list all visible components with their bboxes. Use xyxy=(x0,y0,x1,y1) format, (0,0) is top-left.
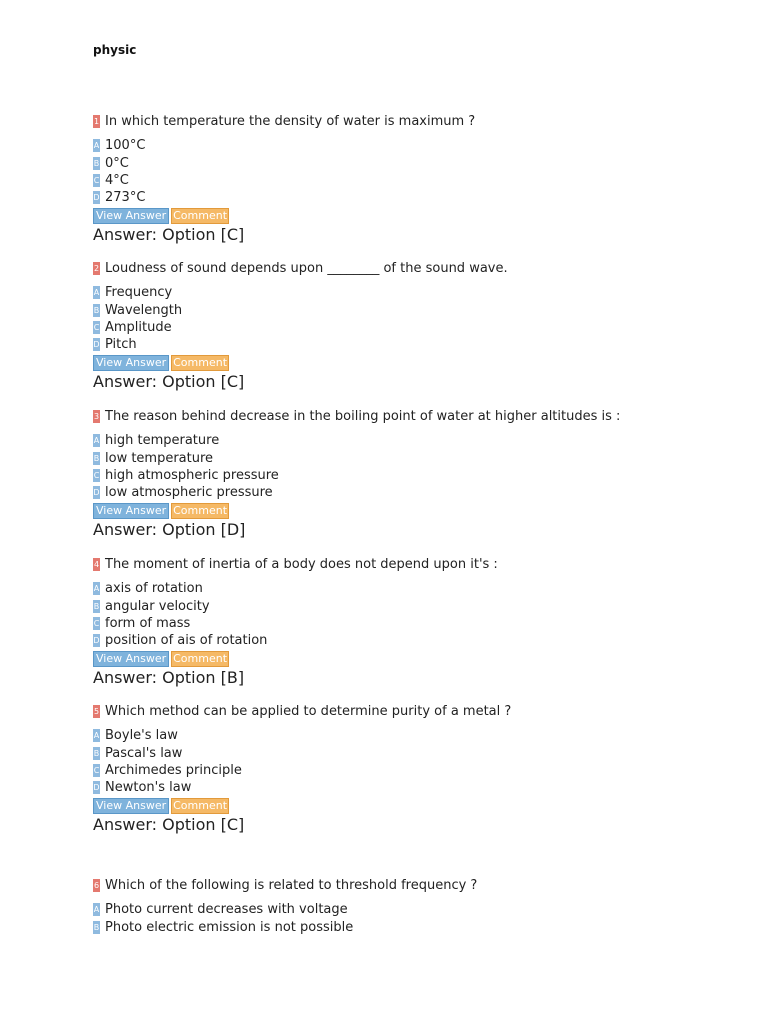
option-item[interactable] xyxy=(93,284,733,301)
comment-button[interactable]: Comment xyxy=(173,208,228,222)
option-item[interactable] xyxy=(93,779,733,796)
option-list xyxy=(93,901,733,936)
option-letter-badge: B xyxy=(93,748,100,758)
option-text: 273°C xyxy=(105,190,146,206)
option-item[interactable] xyxy=(93,467,733,484)
question-block xyxy=(93,113,733,245)
answer-actions xyxy=(93,503,733,519)
option-item[interactable] xyxy=(93,137,733,154)
question-number-badge: 5 xyxy=(93,707,100,716)
option-letter-badge: A xyxy=(93,905,100,915)
question-block xyxy=(93,260,733,392)
option-letter-badge: C xyxy=(93,470,100,480)
question-number-badge: 2 xyxy=(93,264,100,273)
option-text: Amplitude xyxy=(105,319,172,335)
view-answer-button[interactable]: View Answer xyxy=(93,355,169,371)
question-text: Loudness of sound depends upon ________ of the sound wave. xyxy=(105,261,508,276)
option-text: Boyle's law xyxy=(105,728,178,744)
option-letter-badge: C xyxy=(93,322,100,332)
question-line xyxy=(93,408,733,425)
option-letter-badge: A xyxy=(93,288,100,298)
option-text: low atmospheric pressure xyxy=(105,485,273,501)
option-letter-badge: A xyxy=(93,436,100,446)
question-line xyxy=(93,703,733,720)
question-text: The moment of inertia of a body does not depend upon it's : xyxy=(105,557,498,572)
option-letter-badge: A xyxy=(93,584,100,594)
option-letter-badge: B xyxy=(93,601,100,611)
option-letter-badge: C xyxy=(93,175,100,185)
option-letter-badge: D xyxy=(93,488,100,498)
question-text: Which of the following is related to threshold frequency ? xyxy=(105,878,478,893)
option-letter-badge: D xyxy=(93,783,100,793)
option-letter-badge: D xyxy=(93,340,100,350)
option-text: axis of rotation xyxy=(105,581,203,597)
option-item[interactable] xyxy=(93,189,733,206)
option-item[interactable] xyxy=(93,301,733,318)
option-text: Pascal's law xyxy=(105,745,183,761)
view-answer-button[interactable]: View Answer xyxy=(93,503,169,519)
comment-button[interactable]: Comment xyxy=(173,798,228,812)
option-letter-badge: A xyxy=(93,141,100,151)
question-block xyxy=(93,556,733,688)
option-item[interactable] xyxy=(93,336,733,353)
option-list xyxy=(93,580,733,650)
question-line xyxy=(93,113,733,130)
option-letter-badge: A xyxy=(93,731,100,741)
option-item[interactable] xyxy=(93,901,733,918)
option-item[interactable] xyxy=(93,580,733,597)
option-list xyxy=(93,727,733,797)
option-list xyxy=(93,137,733,207)
question-text: Which method can be applied to determine purity of a metal ? xyxy=(105,704,512,719)
option-item[interactable] xyxy=(93,632,733,649)
question-text: In which temperature the density of water is maximum ? xyxy=(105,114,476,129)
option-item[interactable] xyxy=(93,319,733,336)
option-letter-badge: B xyxy=(93,922,100,932)
question-block xyxy=(93,877,733,936)
option-letter-badge: C xyxy=(93,618,100,628)
option-letter-badge: D xyxy=(93,193,100,203)
answer-actions xyxy=(93,355,733,371)
option-text: 4°C xyxy=(105,172,129,188)
question-block xyxy=(93,408,733,540)
view-answer-button[interactable]: View Answer xyxy=(93,798,169,814)
option-letter-badge: B xyxy=(93,158,100,168)
option-letter-badge: B xyxy=(93,453,100,463)
question-number-badge: 1 xyxy=(93,117,100,126)
option-item[interactable] xyxy=(93,154,733,171)
comment-button[interactable]: Comment xyxy=(173,503,228,517)
answer-text: Answer: Option [C] xyxy=(93,814,245,834)
option-item[interactable] xyxy=(93,432,733,449)
option-text: form of mass xyxy=(105,615,191,631)
option-item[interactable] xyxy=(93,727,733,744)
question-number-badge: 4 xyxy=(93,560,100,569)
option-text: 0°C xyxy=(105,155,129,171)
question-line xyxy=(93,877,733,894)
document-title: physic xyxy=(93,43,137,57)
option-item[interactable] xyxy=(93,597,733,614)
option-list xyxy=(93,432,733,502)
option-letter-badge: C xyxy=(93,765,100,775)
option-item[interactable] xyxy=(93,744,733,761)
question-line xyxy=(93,556,733,573)
answer-actions xyxy=(93,651,733,667)
answer-text: Answer: Option [D] xyxy=(93,519,246,539)
question-number-badge: 6 xyxy=(93,881,100,890)
view-answer-button[interactable]: View Answer xyxy=(93,208,169,224)
question-text: The reason behind decrease in the boiling point of water at higher altitudes is : xyxy=(105,409,621,424)
question-number-badge: 3 xyxy=(93,412,100,421)
question-line xyxy=(93,260,733,277)
option-item[interactable] xyxy=(93,484,733,501)
answer-actions xyxy=(93,798,733,814)
answer-text: Answer: Option [C] xyxy=(93,371,245,391)
option-text: Newton's law xyxy=(105,780,192,796)
option-item[interactable] xyxy=(93,615,733,632)
option-text: Archimedes principle xyxy=(105,762,242,778)
option-text: Wavelength xyxy=(105,302,183,318)
answer-actions xyxy=(93,208,733,224)
option-list xyxy=(93,284,733,354)
comment-button[interactable]: Comment xyxy=(173,355,228,369)
view-answer-button[interactable]: View Answer xyxy=(93,651,169,667)
option-item[interactable] xyxy=(93,762,733,779)
question-block xyxy=(93,703,733,835)
option-item[interactable] xyxy=(93,449,733,466)
option-text: Pitch xyxy=(105,337,137,353)
option-text: angular velocity xyxy=(105,598,210,614)
option-text: Frequency xyxy=(105,285,173,301)
option-item[interactable] xyxy=(93,918,733,935)
option-text: position of ais of rotation xyxy=(105,633,268,649)
option-text: low temperature xyxy=(105,450,214,466)
option-text: Photo electric emission is not possible xyxy=(105,919,354,935)
option-text: high temperature xyxy=(105,433,220,449)
option-item[interactable] xyxy=(93,172,733,189)
option-letter-badge: D xyxy=(93,636,100,646)
comment-button[interactable]: Comment xyxy=(173,651,228,665)
option-text: high atmospheric pressure xyxy=(105,467,279,483)
option-text: 100°C xyxy=(105,138,146,154)
answer-text: Answer: Option [B] xyxy=(93,667,245,687)
option-letter-badge: B xyxy=(93,305,100,315)
answer-text: Answer: Option [C] xyxy=(93,224,245,244)
option-text: Photo current decreases with voltage xyxy=(105,902,348,918)
